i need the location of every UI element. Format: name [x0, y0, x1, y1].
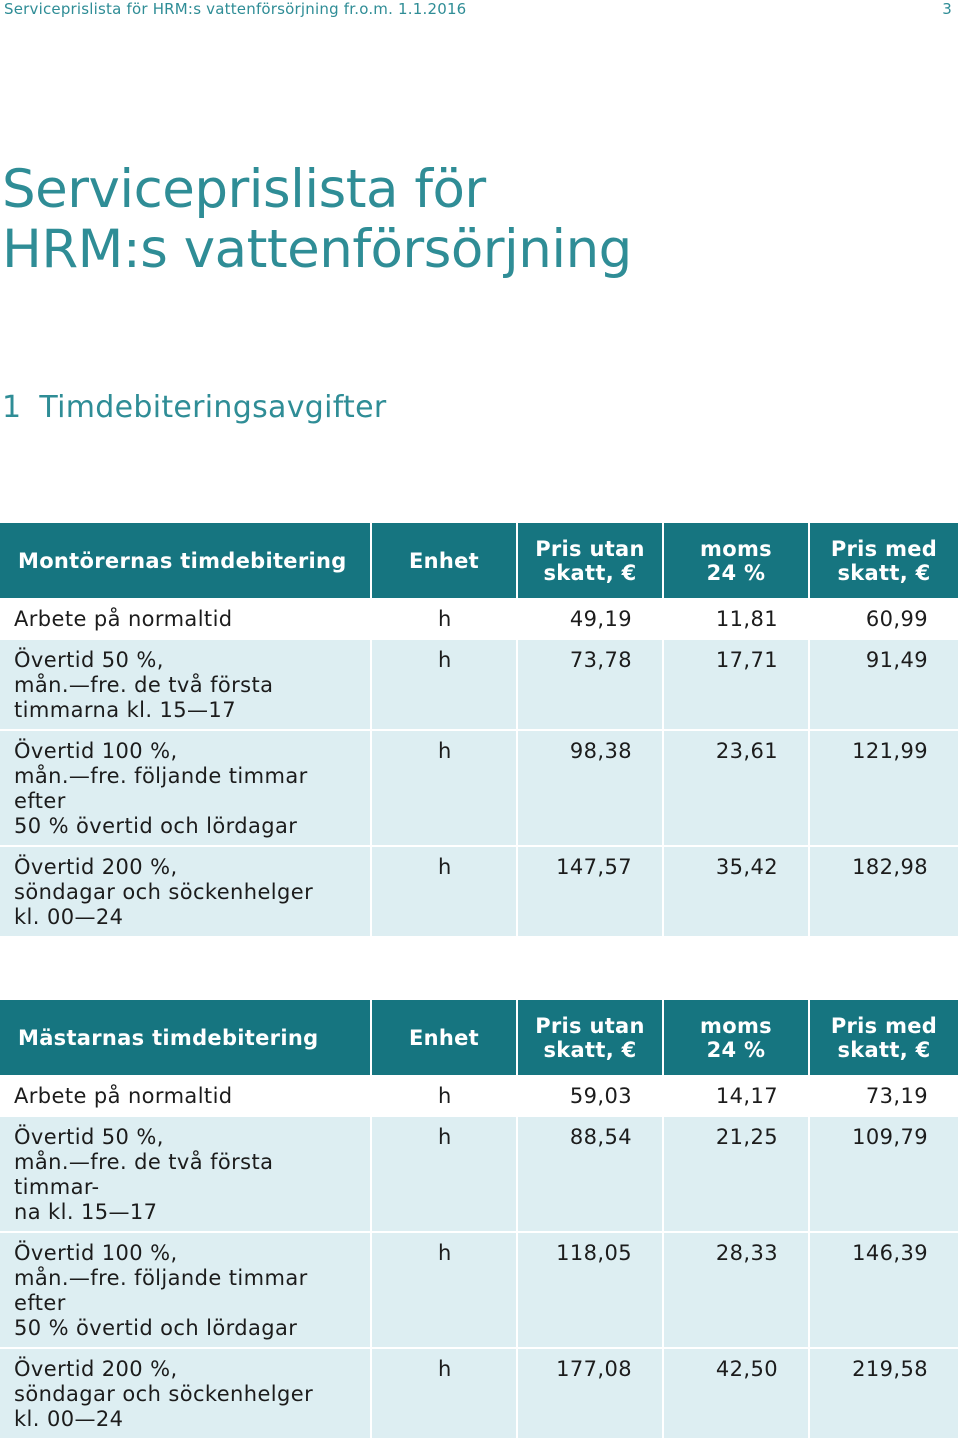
row-unit: h	[372, 1075, 518, 1115]
row-price-excl-tax: 118,05	[518, 1231, 664, 1347]
column-header-price-incl-tax: Pris med skatt, €	[810, 523, 958, 598]
table-row	[0, 729, 958, 845]
row-vat: 23,61	[664, 729, 810, 845]
row-label: Arbete på normaltid	[0, 1075, 372, 1115]
row-price-excl-tax: 49,19	[518, 598, 664, 638]
row-price-incl-tax: 91,49	[810, 638, 958, 729]
table-row	[0, 1075, 958, 1115]
row-price-excl-tax: 177,08	[518, 1347, 664, 1438]
row-unit: h	[372, 1231, 518, 1347]
page-number: 3	[942, 0, 952, 18]
row-label: Övertid 100 %, mån.—fre. följande timmar efter 50 % övertid och lördagar	[0, 1231, 372, 1347]
column-header-price-incl-tax: Pris med skatt, €	[810, 1000, 958, 1075]
row-vat: 11,81	[664, 598, 810, 638]
row-unit: h	[372, 1347, 518, 1438]
row-vat: 35,42	[664, 845, 810, 936]
table-header-row	[0, 523, 958, 598]
row-price-excl-tax: 147,57	[518, 845, 664, 936]
row-label: Övertid 50 %, mån.—fre. de två första timmar- na kl. 15—17	[0, 1115, 372, 1231]
fitters-hourly-rate-table	[0, 523, 958, 936]
table-row	[0, 1231, 958, 1347]
running-title: Serviceprislista för HRM:s vattenförsörjning fr.o.m. 1.1.2016	[4, 0, 467, 18]
column-header-price-excl-tax: Pris utan skatt, €	[518, 1000, 664, 1075]
row-label: Övertid 200 %, söndagar och söckenhelger kl. 00—24	[0, 1347, 372, 1438]
row-price-excl-tax: 98,38	[518, 729, 664, 845]
row-vat: 14,17	[664, 1075, 810, 1115]
row-price-incl-tax: 182,98	[810, 845, 958, 936]
column-header-vat: moms 24 %	[664, 1000, 810, 1075]
column-header-service: Montörernas timdebitering	[0, 523, 372, 598]
row-price-incl-tax: 109,79	[810, 1115, 958, 1231]
column-header-vat: moms 24 %	[664, 523, 810, 598]
row-unit: h	[372, 1115, 518, 1231]
row-unit: h	[372, 598, 518, 638]
row-label: Övertid 100 %, mån.—fre. följande timmar efter 50 % övertid och lördagar	[0, 729, 372, 845]
row-unit: h	[372, 845, 518, 936]
section-title: Timdebiteringsavgifter	[39, 390, 387, 425]
row-vat: 28,33	[664, 1231, 810, 1347]
row-label: Övertid 50 %, mån.—fre. de två första timmarna kl. 15—17	[0, 638, 372, 729]
table-row	[0, 598, 958, 638]
column-header-price-excl-tax: Pris utan skatt, €	[518, 523, 664, 598]
table-header-row	[0, 1000, 958, 1075]
column-header-unit: Enhet	[372, 523, 518, 598]
row-price-incl-tax: 73,19	[810, 1075, 958, 1115]
section-number: 1	[2, 390, 22, 425]
table-row	[0, 845, 958, 936]
row-price-excl-tax: 73,78	[518, 638, 664, 729]
row-price-incl-tax: 60,99	[810, 598, 958, 638]
row-price-incl-tax: 219,58	[810, 1347, 958, 1438]
column-header-unit: Enhet	[372, 1000, 518, 1075]
row-unit: h	[372, 729, 518, 845]
document-title: Serviceprislista för HRM:s vattenförsörjning	[2, 159, 632, 280]
row-price-excl-tax: 88,54	[518, 1115, 664, 1231]
row-vat: 42,50	[664, 1347, 810, 1438]
row-price-incl-tax: 146,39	[810, 1231, 958, 1347]
running-header	[4, 0, 952, 24]
row-price-incl-tax: 121,99	[810, 729, 958, 845]
row-price-excl-tax: 59,03	[518, 1075, 664, 1115]
row-vat: 17,71	[664, 638, 810, 729]
table-row	[0, 1115, 958, 1231]
row-label: Övertid 200 %, söndagar och söckenhelger kl. 00—24	[0, 845, 372, 936]
row-unit: h	[372, 638, 518, 729]
masters-hourly-rate-table	[0, 1000, 958, 1438]
table-row	[0, 638, 958, 729]
row-vat: 21,25	[664, 1115, 810, 1231]
column-header-service: Mästarnas timdebitering	[0, 1000, 372, 1075]
section-heading	[2, 390, 387, 425]
row-label: Arbete på normaltid	[0, 598, 372, 638]
